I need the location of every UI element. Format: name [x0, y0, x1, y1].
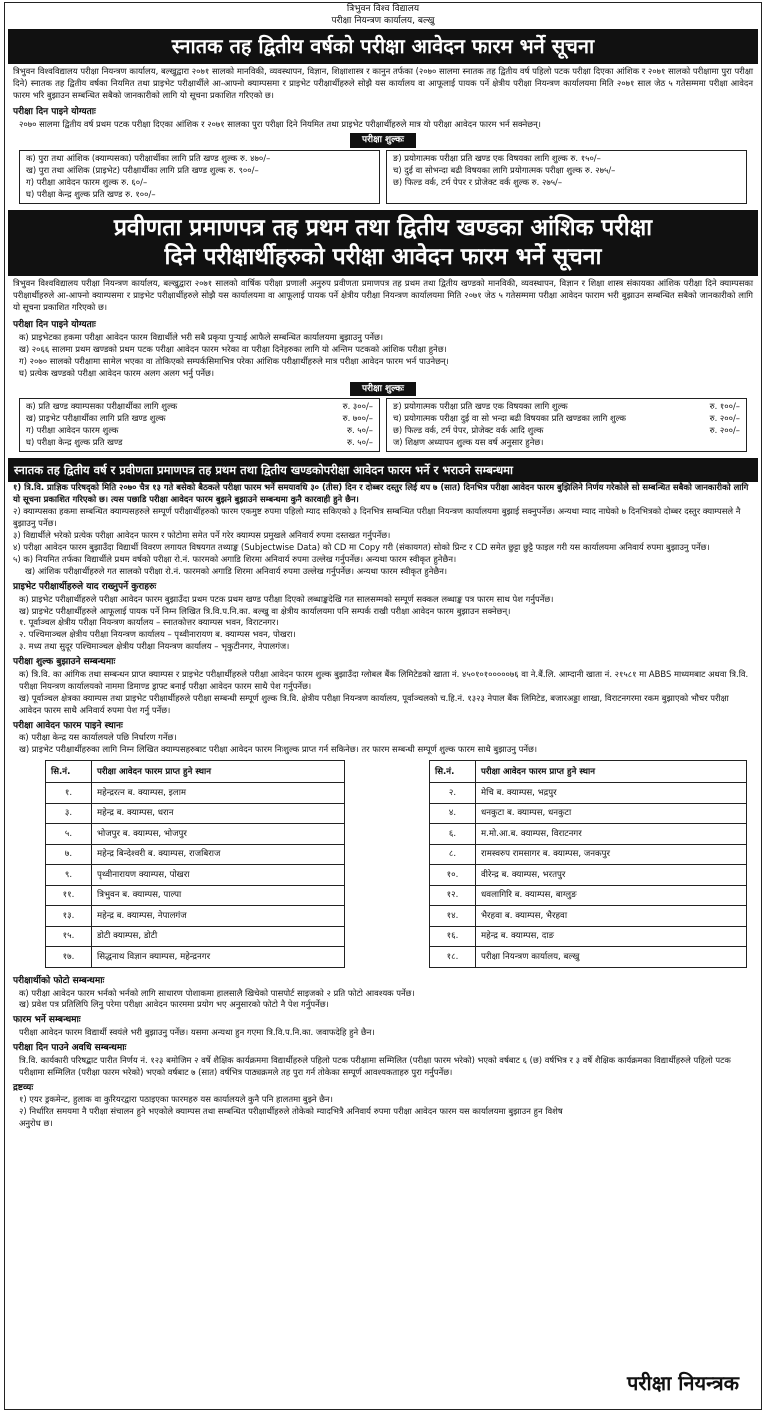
fee-item: ङ) प्रयोगात्मक परीक्षा प्रति खण्ड एक विषयका लागि शुल्क रु. १५०/–: [393, 152, 601, 163]
table-row: [46, 947, 345, 968]
list-item: १) त्रि.वि. प्राज्ञिक परिषद्को मिति २०७० चैत्र १३ गते बसेको बैठकले परीक्षा फारम भर्ने समयावधि ३० (तीस) दिन र दोब्बर दस्तुर लिई थप ७ (सात) दिनभित्र परीक्षा आवेदन फारम बुझिलिने निर्णय गरेकोले सो सम्बन्धित सबैको जानकारीको लागि यो सूचना प्रकाशित गरिएको छ। त्यस पछाडि परीक्षा आवेदन फारम बुझने बुझाउने सम्बन्धमा कुनै कारवाही हुने छैन।: [13, 482, 749, 505]
notice-page: [4, 2, 762, 1410]
list-item: ३. मध्य तथा सुदूर पश्चिमाञ्चल क्षेत्रीय परीक्षा नियन्त्रण कार्यालय – भृकुटीनगर, नेपालगंज।: [19, 641, 290, 652]
fee-item: च) प्रयोगात्मक परीक्षा दुई वा सो भन्दा बढी विषयका प्रति खण्डका लागि शुल्क रु. २००/–: [393, 413, 740, 424]
row-place: भैरहवा ब. क्याम्पस, भैरहवा: [476, 906, 747, 927]
campus-table-left: [45, 760, 345, 968]
list-item: क) प्राइभेटका हकमा परीक्षा आवेदन फारम विद्यार्थीले भरी सबै प्रकृया पुर्‍याई आफैले सम्बन्धित कार्यालयमा बुझाउनु पर्नेछ।: [19, 331, 384, 342]
row-number: १६.: [430, 926, 476, 947]
campus-tables: [45, 760, 747, 968]
list-item: २) निर्धारित समयमा नै परीक्षा संचालन हुने भएकोले क्याम्पस तथा सम्बन्धित परीक्षार्थीहरुले तोकेको म्यादभित्रै अनिवार्य रुपमा परीक्षा आवेदन फारम यस कार्यालयमा बुझाउन हुन विशेष अनुरोध छ।: [19, 1106, 563, 1129]
list-item: ख) आंशिक परीक्षार्थीहरुले गत सालको परीक्षा रो.नं. फारमको अगाडि शिरमा अनिवार्य रुपमा उल्लेख गर्नुपर्नेछ। अन्यथा फारम स्वीकृत हुनेछैन।: [25, 565, 448, 576]
notice2-title: [8, 210, 758, 277]
notice1-fee-box: [19, 150, 747, 204]
list-item: २) क्याम्पसका हकमा सम्बन्धित क्याम्पसहरुले सम्पूर्ण परीक्षार्थीहरुको फारम एकमुष्ट रुपमा पहिलो म्याद सकिएको ३ दिनभित्र सम्बन्धित परीक्षा नियन्त्रण कार्यालयमा बुझाई सक्नुपर्नेछ। अन्यथा म्याद नाघेको ७ दिनभित्रको दोब्बर दस्तुर क्याम्पसले नै बुझाउनु पर्नेछ।: [13, 506, 741, 529]
list-item: क) प्राइभेट परीक्षार्थीहरुले परीक्षा आवेदन फारम बुझाउँदा प्रथम पटक प्रथम खण्ड परीक्षा दिएको लब्धाङ्कदेखि गत सालसम्मको सम्पूर्ण सक्कल लब्धाङ्क पत्र फारम साथ पेश गर्नुपर्नेछ।: [19, 593, 554, 604]
row-number: ४.: [430, 803, 476, 824]
notice2-fee-box: [19, 398, 747, 452]
list-item: ग) २०७० सालको परीक्षामा सामेल भएका वा तोकिएको सम्पर्कसिमाभित्र परेका आंशिक परीक्षार्थीहरुले मात्र परीक्षा आवेदन फारम भर्न पाउनेछन्।: [19, 355, 449, 366]
table-row: [430, 783, 747, 804]
notice1-body: त्रिभुवन विश्वविद्यालय परीक्षा नियन्त्रण कार्यालय, बल्खुद्वारा २०७१ सालको मानविकी, व्यवस्थापन, विज्ञान, शिक्षाशास्त्र र कानुन तर्फका (२०७० सालमा स्नातक तह द्वितीय वर्ष पहिलो पटक परीक्षा दिएका आंशिक र २०७१ सालको परीक्षामा पुरा परीक्षा दिने) स्नातक तह द्वितीय वर्षका नियमित तथा प्राइभेट परीक्षार्थीले आ-आफ्नो क्याम्पसमा र प्राइभेट परीक्षार्थीहरुले सोझै यस कार्यालय वा आफूलाई पायक पर्ने क्षेत्रीय परीक्षा नियन्त्रण कार्यालयमा मिति २०७१ साल जेठ ५ गतेसम्ममा परीक्षा आवेदन फारम भरि बुझाउन सम्बन्धित सबैको जानकारीको लागि यो सूचना प्रकाशित गरिएको छ।: [13, 65, 753, 100]
table-row: [430, 906, 747, 927]
row-place: डोटी क्याम्पस, डोटी: [92, 926, 345, 947]
fee-item: ज) शिक्षण अध्यापन शुल्क यस वर्ष अनुसार हुनेछ।: [393, 437, 544, 448]
fee-item: क) प्रति खण्ड क्याम्पसका परीक्षार्थीका लागि शुल्क रु. ३००/–: [26, 401, 373, 412]
fee-item: च) दुई वा सोभन्दा बढी विषयका लागि प्रयोगात्मक परीक्षा शुल्क रु. २७५/–: [393, 164, 616, 175]
row-place: महेन्द्र बिन्देश्वरी ब. क्याम्पस, राजबिराज: [92, 844, 345, 865]
fee-item: ग) परीक्षा आवेदन फारम शुल्क रु. ६०/–: [26, 176, 148, 187]
signature: परीक्षा नियन्त्रक: [627, 1370, 739, 1395]
table-row: [430, 947, 747, 968]
private-title: प्राइभेट परीक्षार्थीहरुले याद राख्नुपर्ने कुराहरुः: [13, 581, 157, 592]
fill-title: फारम भर्ने सम्बन्धमाः: [13, 1015, 81, 1026]
row-place: महेन्द्र ब. क्याम्पस, नेपालगंज: [92, 906, 345, 927]
list-item: ४) परीक्षा आवेदन फारम बुझाउँदा विद्यार्थी विवरण लगायत विषयगत तथ्याङ्क (Subjectwise Data) को CD मा Copy गरी (संकायगत) सोको प्रिन्ट र CD समेत छुट्टा छुट्टै फाइल गरी यस कार्यालयमा अनिवार्य रुपमा बुझाउनु पर्नेछ।: [13, 542, 710, 553]
notice2-body: त्रिभुवन विश्वविद्यालय परीक्षा नियन्त्रण कार्यालय, बल्खुद्वारा २०७१ सालको वार्षिक परीक्षा प्रणाली अनुरुप प्रवीणता प्रमाणपत्र तह प्रथम तथा द्वितीय खण्डको मानविकी, व्यवस्थापन, विज्ञान र शिक्षा शास्त्र संकायका आंशिक परीक्षा दिने क्याम्पसका परीक्षार्थीहरुले आ-आफ्नो क्याम्पसमा र प्राइभेट परीक्षार्थीहरुले सोझै यस कार्यालयमा वा आफूलाई पायक पर्ने क्षेत्रीय परीक्षा नियन्त्रण कार्यालयमा मिति २०७१ जेठ ५ गतेसम्ममा परीक्षा आवेदन फाराम भरी बुझाउन सम्बन्धित सबैको जानकारीको लागि यो सूचना प्रकाशित गरिएको छ।: [13, 278, 753, 313]
row-place: त्रिभुवन ब. क्याम्पस, पाल्पा: [92, 885, 345, 906]
notice3-title: स्नातक तह द्वितीय वर्ष र प्रवीणता प्रमाणपत्र तह प्रथम तथा द्वितीय खण्डकोपरीक्षा आवेदन फारम भर्ने र भराउने सम्बन्धमा: [8, 458, 758, 482]
row-number: २.: [430, 783, 476, 804]
row-number: १.: [46, 783, 92, 804]
row-number: ३.: [46, 803, 92, 824]
row-place: वीरेन्द्र ब. क्याम्पस, भरतपुर: [476, 865, 747, 886]
row-number: १८.: [430, 947, 476, 968]
table-row: [430, 865, 747, 886]
col-place-header: परीक्षा आवेदन फारम प्राप्त हुने स्थान: [92, 761, 345, 783]
table-row: [46, 783, 345, 804]
row-place: धवलागिरि ब. क्याम्पस, बाग्लुङ: [476, 885, 747, 906]
list-item: ३) विद्यार्थीले भरेको प्रत्येक परीक्षा आवेदन फारम र फोटोमा समेत पर्ने गरेर क्याम्पस प्रमुखले अनिवार्य रुपमा दस्तखत गर्नुपर्नेछ।: [13, 530, 391, 541]
header: [5, 3, 761, 27]
table-row: [46, 926, 345, 947]
row-place: धनकुटा ब. क्याम्पस, धनकुटा: [476, 803, 747, 824]
notice1-eligibility-text: २०७० सालमा द्वितीय वर्ष प्रथम पटक परीक्षा दिएका आंशिक र २०७१ सालका पुरा परीक्षा दिने नियमित तथा प्राइभेट परीक्षार्थीहरुले मात्र यो परीक्षा आवेदन फारम भर्न सक्नेछन्।: [19, 119, 541, 130]
table-row: [430, 803, 747, 824]
limit-title: परीक्षा दिन पाउने अवधि सम्बन्धमाः: [13, 1043, 127, 1054]
notice1-eligibility-title: परीक्षा दिन पाइने योग्यताः: [13, 107, 96, 118]
campus-table-right: [429, 760, 747, 968]
list-item: ५) क) नियमित तर्फका विद्यार्थीले प्रथम वर्षको परीक्षा रो.नं. फारमको अगाडि शिरमा अनिवार्य रुपमा उल्लेख गर्नुपर्नेछ। अन्यथा फारम स्वीकृत हुनेछैन।: [13, 553, 457, 564]
fee-item: ग) परीक्षा आवेदन फारम शुल्क रु. ५०/–: [26, 425, 373, 436]
table-row: [46, 803, 345, 824]
notice1-title: स्नातक तह द्वितीय वर्षको परीक्षा आवेदन फारम भर्ने सूचना: [8, 29, 758, 63]
university-name: त्रिभुवन विश्व विद्यालय: [346, 4, 420, 14]
fill-text: परीक्षा आवेदन फारम विद्यार्थी स्वयंले भरी बुझाउनु पर्नेछ। यसमा अन्यथा हुन गएमा त्रि.वि.प.नि.का. जवाफदेहि हुने छैन।: [19, 1027, 375, 1038]
row-number: १७.: [46, 947, 92, 968]
list-item: २. पश्चिमाञ्चल क्षेत्रीय परीक्षा नियन्त्रण कार्यालय – पृथ्वीनारायण ब. क्याम्पस भवन, पोखरा।: [19, 629, 296, 640]
list-item: ख) प्राइभेट परीक्षार्थीहरुले आफूलाई पायक पर्ने निम्न लिखित त्रि.वि.प.नि.का. बल्खु वा क्षेत्रीय कार्यालयमा पनि सम्पर्क राखी परीक्षा आवेदन फारम बुझाउन सक्नेछन्।: [19, 605, 511, 616]
fee-item: ख) पुरा तथा आंशिक (प्राइभेट) परीक्षार्थीका लागि प्रति खण्ड शुल्क रु. ९००/–: [26, 164, 259, 175]
row-number: १३.: [46, 906, 92, 927]
row-place: म.मो.आ.ब. क्याम्पस, विराटनगर: [476, 824, 747, 845]
row-place: मेचि ब. क्याम्पस, भद्रपुर: [476, 783, 747, 804]
fee-item: छ) फिल्ड वर्क, टर्म पेपर, प्रोजेक्ट वर्क आदि शुल्क रु. २००/–: [393, 425, 740, 436]
row-place: पृथ्वीनारायण क्याम्पस, पोखरा: [92, 865, 345, 886]
list-item: ख) २०६६ सालमा प्रथम खण्डको प्रथम पटक परीक्षा आवेदन फारम भरेका वा परीक्षा दिनेहरुका लागि यो अन्तिम पटकको आंशिक परीक्षा हुनेछ।: [19, 343, 447, 354]
list-item: क) त्रि.वि. का आंगिक तथा सम्बन्धन प्राप्त क्याम्पस र प्राइभेट परीक्षार्थीहरुले परीक्षा आवेदन फारम शुल्क बुझाउँदा ग्लोबल बैंक लिमिटेडको खाता नं. ४५०१०१०००००७६ वा ने.बैं.लि. आम्दानी खाता नं. २१५८१ मा ABBS माध्यमबाट अथवा त्रि.वि. परीक्षा नियन्त्रण कार्यालयको नाममा डिमाण्ड ड्राफ्ट बनाई परीक्षा आवेदन फारम साथै पेश गर्नुपर्नेछ।: [19, 668, 749, 691]
notice2-fee-title: परीक्षा शुल्कः: [350, 382, 416, 397]
row-place: महेन्द्र ब. क्याम्पस, दाङ: [476, 926, 747, 947]
row-number: १०.: [430, 865, 476, 886]
row-number: ६.: [430, 824, 476, 845]
list-item: ख) पूर्वाञ्चल क्षेत्रका क्याम्पस तथा प्राइभेट परीक्षार्थीहरुले परीक्षा सम्बन्धी सम्पूर्ण शुल्क त्रि.वि. क्षेत्रीय परीक्षा नियन्त्रण कार्यालय, पूर्वाञ्चलको च.हि.नं. १३२३ नेपाल बैंक लिमिटेड, बजारअड्डा शाखा, विराटनगरमा रकम बुझाएको भौचर परीक्षा आवेदन फारम साथै अनिवार्य रुपमा पेश गर्नु पर्नेछ।: [19, 692, 729, 715]
row-place: परीक्षा नियन्त्रण कार्यालय, बल्खु: [476, 947, 747, 968]
table-row: [46, 844, 345, 865]
fee-item: घ) परीक्षा केन्द्र शुल्क प्रति खण्ड रु. ५०/–: [26, 437, 373, 448]
fee-item: घ) परीक्षा केन्द्र शुल्क प्रति खण्ड रु. १००/–: [26, 188, 156, 199]
row-number: ८.: [430, 844, 476, 865]
notice2-title-line1: प्रवीणता प्रमाणपत्र तह प्रथम तथा द्वितीय खण्डका आंशिक परीक्षा: [113, 213, 653, 241]
list-item: ख) प्राइभेट परीक्षार्थीहरुका लागि निम्न लिखित क्याम्पसहरुबाट परीक्षा आवेदन फारम निःशुल्क प्राप्त गर्न सकिनेछ। तर फारम सम्बन्धी सम्पूर्ण शुल्क फारम साथै बुझाउनु पर्नेछ।: [19, 744, 538, 755]
table-row: [46, 824, 345, 845]
list-item: क) परीक्षा आवेदन फारम भर्नको भर्नको लागि साधारण पोशाकमा हालसालै खिचेको पासपोर्ट साइजको २ प्रति फोटो आवश्यक पर्नेछ।: [19, 987, 415, 998]
row-place: रामस्वरुप रामसागर ब. क्याम्पस, जनकपुर: [476, 844, 747, 865]
fee-item: ख) प्राइभेट परीक्षार्थीका लागि प्रति खण्ड शुल्क रु. ७००/–: [26, 413, 373, 424]
office-name: परीक्षा नियन्त्रण कार्यालय, बल्खु: [331, 16, 435, 27]
table-row: [430, 844, 747, 865]
list-item: ख) प्रवेश पत्र प्रतिलिपि लिनु परेमा परीक्षा आवेदन फारममा प्रयोग भए अनुसारको फोटो नै पेश गर्नुपर्नेछ।: [19, 999, 329, 1010]
row-number: १५.: [46, 926, 92, 947]
table-row: [430, 926, 747, 947]
row-place: सिद्धनाथ विज्ञान क्याम्पस, महेन्द्रनगर: [92, 947, 345, 968]
notice1-fee-title: परीक्षा शुल्कः: [350, 133, 416, 148]
col-num-header: सि.नं.: [46, 761, 92, 783]
table-row: [46, 906, 345, 927]
row-place: महेन्द्र ब. क्याम्पस, धरान: [92, 803, 345, 824]
row-number: ७.: [46, 844, 92, 865]
fee-submit-title: परीक्षा शुल्क बुझाउने सम्बन्धमाः: [13, 657, 116, 668]
limit-text: त्रि.वि. कार्यकारी परिषद्बाट पारीत निर्णय नं. १२३ बमोजिम २ वर्षे शैक्षिक कार्यक्रममा विद्यार्थीहरुले पहिलो पटक परीक्षामा सम्मिलित (परीक्षा फारम भरेको) भएको वर्षबाट ६ (छ) वर्षभित्र र ३ वर्षे शैक्षिक कार्यक्रमका विद्यार्थीहरुले पहिलो पटक परीक्षामा सम्मिलित (परीक्षा फारम भरेको) भएको वर्षबाट ७ (सात) वर्षभित्र पाठ्यक्रमले तह पुरा गर्न तोकेका सम्पूर्ण आवश्यकताहरु पुरा गर्नुपर्नेछ।: [19, 1054, 731, 1077]
table-row: [430, 824, 747, 845]
note-title: द्रष्टव्यः: [13, 1082, 34, 1093]
table-row: [430, 885, 747, 906]
fee-item: छ) फिल्ड वर्क, टर्म पेपर र प्रोजेक्ट वर्क शुल्क रु. २७५/–: [393, 176, 563, 187]
col-place-header: परीक्षा आवेदन फारम प्राप्त हुने स्थान: [476, 761, 747, 783]
list-item: १. पूर्वाञ्चल क्षेत्रीय परीक्षा नियन्त्रण कार्यालय – स्नातकोत्तर क्याम्पस भवन, विराटनगर।: [19, 617, 279, 628]
list-item: क) परीक्षा केन्द्र यस कार्यालयले पछि निर्धारण गर्नेछ।: [19, 732, 177, 743]
row-number: ११.: [46, 885, 92, 906]
row-number: १२.: [430, 885, 476, 906]
row-place: भोजपुर ब. क्याम्पस, भोजपुर: [92, 824, 345, 845]
fee-item: ङ) प्रयोगात्मक परीक्षा प्रति खण्ड एक विषयका लागि शुल्क रु. १००/–: [393, 401, 740, 412]
fee-item: क) पुरा तथा आंशिक (क्याम्पसका) परीक्षार्थीका लागि प्रति खण्ड शुल्क रु. ४७०/–: [26, 152, 271, 163]
col-num-header: सि.नं.: [430, 761, 476, 783]
list-item: १) एयर ड्रकमेन्ट, हुलाक वा कुरियरद्वारा पठाइएका फारमहरु यस कार्यालयले कुनै पनि हालतमा बुझ्ने छैन।: [19, 1094, 333, 1105]
form-place-title: परीक्षा आवेदन फारम पाइने स्थानः: [13, 720, 123, 731]
table-row: [46, 885, 345, 906]
table-row: [46, 865, 345, 886]
photo-title: परीक्षार्थीको फोटो सम्बन्धमाः: [13, 975, 105, 986]
notice2-eligibility-title: परीक्षा दिन पाइने योग्यताः: [13, 320, 96, 331]
row-number: ९.: [46, 865, 92, 886]
row-place: महेन्द्ररत्न ब. क्याम्पस, इलाम: [92, 783, 345, 804]
row-number: ५.: [46, 824, 92, 845]
notice2-title-line2: दिने परीक्षार्थीहरुको परीक्षा आवेदन फारम भर्ने सूचना: [164, 243, 602, 271]
list-item: घ) प्रत्येक खण्डको परीक्षा आवेदन फारम अलग अलग भर्नु पर्नेछ।: [19, 367, 215, 378]
row-number: १४.: [430, 906, 476, 927]
